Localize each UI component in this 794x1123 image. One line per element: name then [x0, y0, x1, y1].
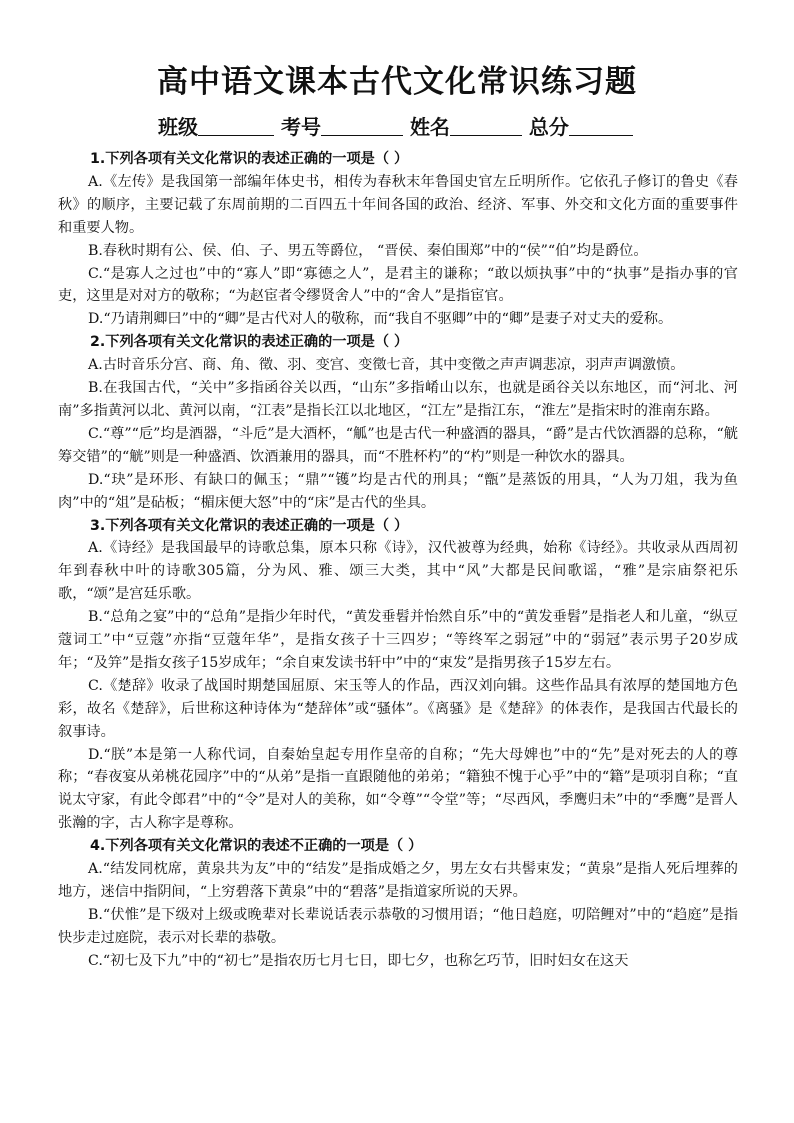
option-b: B.春秋时期有公、侯、伯、子、男五等爵位， “晋侯、秦伯围郑”中的“侯”“伯”均是爵位。 [88, 242, 648, 259]
option-d: D.“玦”是环形、有缺口的佩玉；“鼎”“镬”均是古代的刑具；“甑”是蒸饭的用具，“人为刀俎，我为鱼肉”中的“俎”是砧板；“楣床便大怒”中的“床”是古代的坐具。 [58, 471, 738, 511]
name-label: 姓名 [409, 115, 450, 139]
exam-number-blank[interactable] [321, 115, 403, 136]
score-label: 总分 [528, 115, 569, 139]
question-block [58, 331, 738, 514]
class-label: 班级 [158, 115, 198, 139]
class-blank[interactable] [198, 115, 274, 136]
question-stem: 4.下列各项有关文化常识的表述不正确的一项是（ ） [90, 838, 423, 855]
option-b: B.在我国古代，“关中”多指函谷关以西，“山东”多指崤山以东，也就是函谷关以东地区，而“河北、河南”多指黄河以北、黄河以南，“江表”是指长江以北地区，“江左”是指江东，“淮左”是指宋时的淮南东路。 [58, 380, 738, 419]
question-stem: 1.下列各项有关文化常识的表述正确的一项是（ ） [90, 151, 409, 167]
question-stem: 3.下列各项有关文化常识的表述正确的一项是（ ） [90, 517, 409, 534]
option-b: B.“总角之宴”中的“总角”是指少年时代，“黄发垂髫并怡然自乐”中的“黄发垂髫”是指老人和儿童，“纵豆蔻词工”中“豆蔻”亦指“豆蔻年华”，是指女孩子十三四岁；“等终军之弱冠”中的“弱冠”表示男子20岁成年；“及笄”是指女孩子15岁成年；“余自束发读书轩中”中的“束发”是指男孩子15岁左右。 [58, 609, 738, 671]
option-d: D.“朕”本是第一人称代词，自秦始皇起专用作皇帝的自称；“先大母婢也”中的“先”是对死去的人的尊称；“春夜宴从弟桃花园序”中的“从弟”是指一直跟随他的弟弟；“籍独不愧于心乎”中的“籍”是项羽自称；“直说太守家，有此令郎君”中的“令”是对人的美称，如“令尊”“令堂”等；“尽西风，季鹰归未”中的“季鹰”是晋人张瀚的字，古人称字是尊称。 [58, 746, 738, 832]
option-a: A.古时音乐分宫、商、角、徵、羽、变宫、变徵七音，其中变徵之声声调悲凉，羽声声调激愤。 [88, 357, 685, 374]
question-list [58, 148, 738, 973]
question-stem: 2.下列各项有关文化常识的表述正确的一项是（ ） [90, 334, 409, 351]
option-c: C.《楚辞》收录了战国时期楚国屈原、宋玉等人的作品，西汉刘向辑。这些作品具有浓厚的楚国地方色彩，故名《楚辞》，后世称这种诗体为“楚辞体”或“骚体”。《离骚》是《楚辞》的体表作，是我国古代最长的叙事诗。 [58, 677, 738, 740]
option-c: C.“是寡人之过也”中的“寡人”即“寡德之人”，是君主的谦称；“敢以烦执事”中的“执事”是指办事的官吏，这里是对对方的敬称；“为赵宦者令缪贤舍人”中的“舍人”是指宦官。 [58, 265, 738, 305]
option-c: C.“尊”“卮”均是酒器，“斗卮”是大酒杯，“觚”也是古代一种盛酒的器具，“爵”是古代饮酒器的总称，“觥筹交错”的“觥”则是一种盛酒、饮酒兼用的器具，而“不胜杯杓”的“杓”则是一种饮水的器具。 [58, 425, 738, 465]
name-blank[interactable] [450, 115, 522, 136]
question-block [58, 148, 738, 331]
option-b: B.“伏惟”是下级对上级或晚辈对长辈说话表示恭敬的习惯用语；“他日趋庭，叨陪鲤对”中的“趋庭”是指快步走过庭院，表示对长辈的恭敬。 [58, 906, 738, 946]
question-block [58, 515, 738, 836]
student-info-line [158, 113, 633, 141]
option-d: D.“乃请荆卿曰”中的“卿”是古代对人的敬称，而“我自不驱卿”中的“卿”是妻子对丈夫的爱称。 [88, 311, 673, 328]
option-a: A.“结发同枕席，黄泉共为友”中的“结发”是指成婚之夕，男左女右共髻束发；“黄泉”是指人死后埋葬的地方，迷信中指阴间，“上穷碧落下黄泉”中的“碧落”是指道家所说的天界。 [58, 861, 738, 900]
option-c: C.“初七及下九”中的“初七”是指农历七月七日，即七夕，也称乞巧节，旧时妇女在这天 [88, 952, 629, 969]
question-block [58, 835, 738, 972]
score-blank[interactable] [569, 115, 633, 136]
exam-number-label: 考号 [280, 115, 321, 139]
option-a: A.《诗经》是我国最早的诗歌总集，原本只称《诗》，汉代被尊为经典，始称《诗经》。共收录从西周初年到春秋中叶的诗歌305篇，分为风、雅、颂三大类，其中“风”大都是民间歌谣，“雅”是宗庙祭祀乐歌，“颂”是宫廷乐歌。 [58, 540, 738, 603]
option-a: A.《左传》是我国第一部编年体史书，相传为春秋末年鲁国史官左丘明所作。它依孔子修订的鲁史《春秋》的顺序，主要记载了东周前期的二百四五十年间各国的政治、经济、军事、外交和文化方面的重要事件和重要人物。 [58, 173, 738, 236]
page-title: 高中语文课本古代文化常识练习题 [157, 64, 637, 100]
